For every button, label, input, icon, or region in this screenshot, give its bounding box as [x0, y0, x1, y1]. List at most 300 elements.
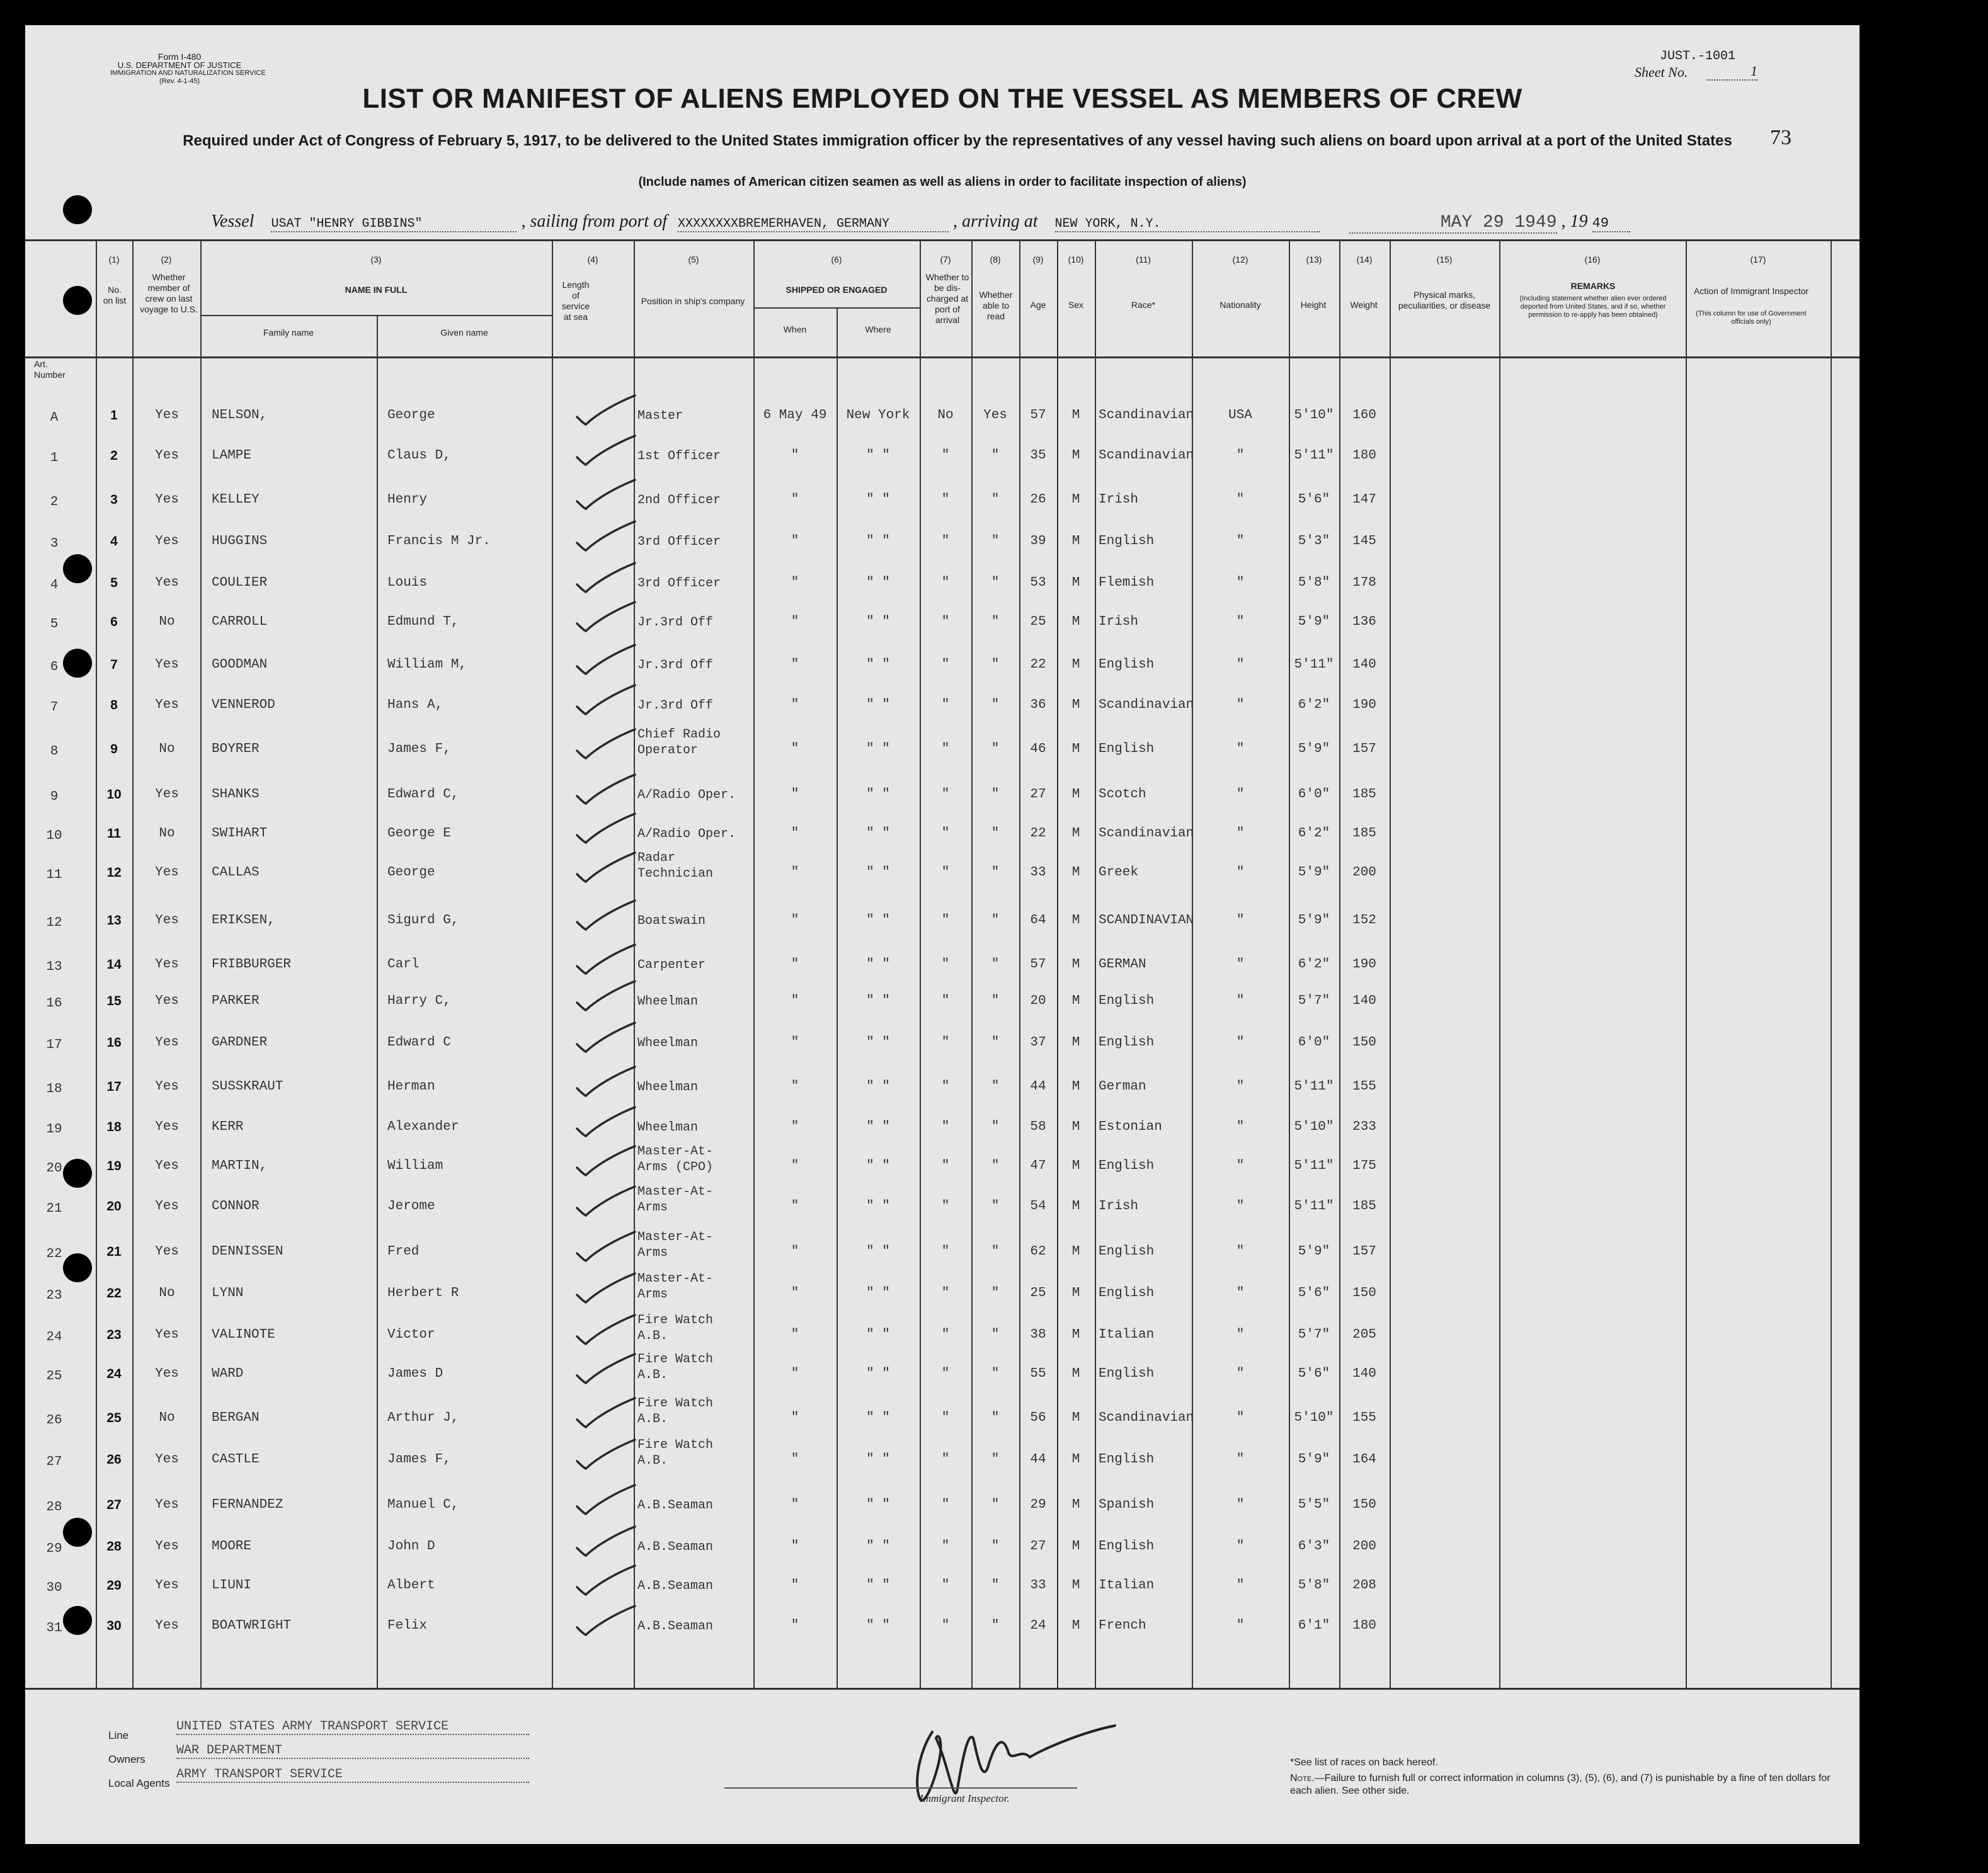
cell-shipped-where: " " — [866, 1079, 890, 1094]
cell-shipped-where: " " — [866, 787, 890, 802]
cell-height: 5'6" — [1298, 1286, 1330, 1301]
service-check-mark — [572, 681, 641, 719]
cell-art-number: 28 — [46, 1500, 62, 1515]
cell-position: Wheelman — [637, 1120, 699, 1135]
cell-weight: 140 — [1352, 1367, 1376, 1381]
cell-position: A/Radio Oper. — [637, 788, 736, 802]
cell-position: Fire Watch A.B. — [637, 1313, 714, 1343]
column-number: (16) — [1584, 254, 1601, 265]
cell-prev-voyage: Yes — [155, 913, 179, 928]
cell-family-name: MOORE — [212, 1539, 252, 1554]
cell-race: Irish — [1099, 492, 1139, 507]
cell-position: Master-At-Arms (CPO) — [637, 1144, 714, 1175]
cell-discharged: " — [941, 492, 950, 507]
cell-position: Jr.3rd Off — [637, 658, 714, 673]
cell-race: English — [1099, 742, 1155, 756]
cell-race: Spanish — [1099, 1498, 1155, 1512]
cell-race: Irish — [1099, 1199, 1139, 1214]
cell-sex: M — [1071, 957, 1080, 972]
cell-age: 44 — [1030, 1079, 1046, 1094]
cell-list-number: 2 — [110, 448, 118, 463]
header-inspector-note: (This column for use of Government officials only) — [1696, 310, 1807, 326]
footer-agents-label: Local Agents — [108, 1777, 170, 1789]
header-race: Race* — [1131, 300, 1156, 310]
races-note: *See list of races on back hereof. — [1290, 1757, 1438, 1768]
cell-list-number: 17 — [106, 1079, 122, 1094]
cell-list-number: 9 — [110, 742, 118, 756]
cell-discharged: " — [941, 615, 950, 629]
service-check-mark — [572, 849, 641, 887]
cell-sex: M — [1071, 1286, 1080, 1301]
cell-sex: M — [1071, 913, 1080, 928]
cell-age: 39 — [1030, 534, 1046, 549]
cell-race: Irish — [1099, 615, 1139, 629]
column-number: (9) — [1032, 254, 1044, 265]
cell-nationality: USA — [1228, 408, 1252, 423]
cell-discharged: " — [941, 534, 950, 549]
cell-able-to-read: " — [991, 492, 1000, 507]
cell-family-name: KELLEY — [212, 492, 260, 507]
column-number: (5) — [688, 254, 699, 265]
cell-shipped-when: " — [791, 698, 799, 712]
cell-sex: M — [1071, 1452, 1080, 1467]
cell-given-name: George — [387, 865, 435, 880]
cell-able-to-read: " — [991, 787, 1000, 802]
cell-shipped-where: " " — [866, 615, 890, 629]
inspector-label: Immigrant Inspector. — [920, 1792, 1010, 1804]
cell-prev-voyage: No — [159, 1286, 175, 1301]
cell-race: SCANDINAVIAN — [1099, 913, 1194, 928]
cell-discharged: " — [941, 787, 950, 802]
cell-age: 33 — [1030, 865, 1046, 880]
cell-given-name: Albert — [387, 1578, 435, 1593]
service-check-mark — [572, 518, 641, 555]
cell-list-number: 5 — [110, 576, 118, 590]
cell-nationality: " — [1236, 1498, 1245, 1512]
arriving-port: NEW YORK, N.Y. — [1055, 217, 1320, 232]
service-check-mark — [572, 1350, 641, 1388]
cell-nationality: " — [1236, 615, 1245, 629]
column-rule — [1095, 241, 1096, 1688]
cell-race: German — [1099, 1079, 1146, 1094]
cell-shipped-when: " — [791, 913, 799, 928]
cell-height: 5'9" — [1298, 865, 1330, 880]
cell-discharged: " — [941, 1244, 950, 1259]
column-number: (1) — [108, 254, 120, 265]
cell-shipped-where: " " — [866, 865, 890, 880]
cell-nationality: " — [1236, 1035, 1245, 1050]
column-number: (7) — [940, 254, 951, 265]
header-where: Where — [865, 324, 891, 334]
cell-given-name: Alexander — [387, 1120, 459, 1134]
cell-position: Boatswain — [637, 914, 706, 928]
cell-family-name: DENNISSEN — [212, 1244, 283, 1259]
cell-age: 38 — [1030, 1328, 1046, 1342]
page-subtitle: Required under Act of Congress of February 5, 1917, to be delivered to the United States immigration officer by the representatives of any vessel having such aliens on board upon arrival at a port of the United States — [183, 132, 1732, 149]
column-number: (3) — [370, 254, 382, 265]
cell-list-number: 14 — [106, 957, 122, 972]
cell-able-to-read: " — [991, 913, 1000, 928]
cell-age: 33 — [1030, 1578, 1046, 1593]
vessel-label: Vessel — [211, 212, 254, 231]
cell-age: 35 — [1030, 448, 1046, 463]
cell-prev-voyage: Yes — [155, 1199, 179, 1214]
cell-nationality: " — [1236, 1619, 1245, 1633]
cell-height: 5'10" — [1294, 408, 1334, 423]
cell-position: Master-At-Arms — [637, 1272, 714, 1302]
header-no-on-list: No. on list — [103, 285, 127, 305]
cell-race: GERMAN — [1099, 957, 1146, 972]
service-check-mark — [572, 1142, 641, 1180]
cell-able-to-read: " — [991, 615, 1000, 629]
cell-position: Carpenter — [637, 958, 706, 972]
cell-height: 5'9" — [1298, 913, 1330, 928]
cell-age: 57 — [1030, 957, 1046, 972]
cell-family-name: LAMPE — [212, 448, 252, 463]
cell-weight: 150 — [1352, 1498, 1376, 1512]
cell-age: 37 — [1030, 1035, 1046, 1050]
cell-nationality: " — [1236, 826, 1245, 841]
cell-discharged: " — [941, 448, 950, 463]
cell-race: Scandinavian — [1099, 1411, 1194, 1425]
cell-art-number: 26 — [46, 1413, 62, 1428]
cell-sex: M — [1071, 742, 1080, 756]
cell-race: Scandinavian — [1099, 408, 1194, 423]
cell-family-name: SWIHART — [212, 826, 268, 841]
cell-sex: M — [1071, 1244, 1080, 1259]
service-check-mark — [572, 1436, 641, 1474]
cell-art-number: 19 — [46, 1122, 62, 1137]
cell-sex: M — [1071, 1619, 1080, 1633]
cell-nationality: " — [1236, 1286, 1245, 1301]
cell-prev-voyage: Yes — [155, 1367, 179, 1381]
cell-weight: 150 — [1352, 1035, 1376, 1050]
cell-able-to-read: " — [991, 658, 1000, 672]
cell-list-number: 10 — [106, 787, 122, 802]
header-sex: Sex — [1068, 300, 1084, 310]
cell-prev-voyage: Yes — [155, 1159, 179, 1173]
cell-discharged: No — [937, 408, 954, 423]
cell-art-number: 31 — [46, 1621, 62, 1636]
cell-given-name: Henry — [387, 492, 428, 507]
cell-art-number: 30 — [46, 1581, 62, 1595]
cell-weight: 205 — [1352, 1328, 1376, 1342]
cell-list-number: 6 — [110, 615, 118, 629]
cell-race: English — [1099, 1539, 1155, 1554]
cell-height: 5'7" — [1298, 1328, 1330, 1342]
cell-art-number: 27 — [46, 1455, 62, 1469]
cell-discharged: " — [941, 658, 950, 672]
service-check-mark — [572, 1562, 641, 1600]
cell-list-number: 30 — [106, 1619, 122, 1633]
cell-weight: 200 — [1352, 865, 1376, 880]
cell-sex: M — [1071, 1578, 1080, 1593]
cell-shipped-when: " — [791, 1244, 799, 1259]
cell-race: English — [1099, 994, 1155, 1008]
cell-shipped-where: " " — [866, 1035, 890, 1050]
cell-able-to-read: " — [991, 576, 1000, 590]
cell-age: 20 — [1030, 994, 1046, 1008]
cell-shipped-where: " " — [866, 534, 890, 549]
cell-shipped-when: " — [791, 534, 799, 549]
cell-position: A.B.Seaman — [637, 1498, 714, 1513]
cell-age: 44 — [1030, 1452, 1046, 1467]
cell-family-name: FERNANDEZ — [212, 1498, 283, 1512]
cell-prev-voyage: No — [159, 615, 175, 629]
cell-list-number: 16 — [106, 1035, 122, 1050]
cell-nationality: " — [1236, 1199, 1245, 1214]
cell-prev-voyage: Yes — [155, 448, 179, 463]
cell-shipped-when: " — [791, 1286, 799, 1301]
cell-able-to-read: " — [991, 1199, 1000, 1214]
cell-shipped-where: " " — [866, 1286, 890, 1301]
cell-height: 5'6" — [1298, 492, 1330, 507]
service-check-mark — [572, 1602, 641, 1640]
cell-race: English — [1099, 1286, 1155, 1301]
cell-age: 53 — [1030, 576, 1046, 590]
cell-shipped-when: " — [791, 1619, 799, 1633]
cell-race: English — [1099, 534, 1155, 549]
cell-position: Wheelman — [637, 1036, 699, 1050]
cell-discharged: " — [941, 742, 950, 756]
page-note: (Include names of American citizen seamen as well as aliens in order to facilitate inspection of aliens) — [638, 175, 1247, 189]
cell-position: Wheelman — [637, 1080, 699, 1095]
header-when: When — [783, 324, 807, 334]
cell-given-name: Jerome — [387, 1199, 435, 1214]
cell-list-number: 13 — [106, 913, 122, 928]
cell-prev-voyage: Yes — [155, 957, 179, 972]
cell-height: 5'11" — [1294, 448, 1334, 463]
cell-sex: M — [1071, 1079, 1080, 1094]
cell-shipped-when: " — [791, 448, 799, 463]
cell-weight: 190 — [1352, 698, 1376, 712]
cell-given-name: Edmund T, — [387, 615, 459, 629]
header-length-of-service: Length of service at sea — [561, 280, 590, 322]
column-rule — [377, 315, 378, 1688]
cell-shipped-where: " " — [866, 1619, 890, 1633]
cell-shipped-when: " — [791, 1367, 799, 1381]
cell-height: 5'11" — [1294, 658, 1334, 672]
cell-position: 3rd Officer — [637, 535, 721, 549]
cell-shipped-when: " — [791, 1328, 799, 1342]
sailing-port: XXXXXXXXBREMERHAVEN, GERMANY — [678, 217, 949, 232]
cell-given-name: James D — [387, 1367, 443, 1381]
cell-weight: 185 — [1352, 1199, 1376, 1214]
cell-given-name: Louis — [387, 576, 428, 590]
cell-height: 5'11" — [1294, 1159, 1334, 1173]
service-check-mark — [572, 1481, 641, 1519]
cell-shipped-where: " " — [866, 1539, 890, 1554]
binder-hole — [63, 1518, 92, 1547]
cell-race: English — [1099, 658, 1155, 672]
cell-prev-voyage: Yes — [155, 994, 179, 1008]
cell-race: Italian — [1099, 1578, 1155, 1593]
cell-shipped-when: " — [791, 615, 799, 629]
cell-prev-voyage: Yes — [155, 576, 179, 590]
cell-nationality: " — [1236, 787, 1245, 802]
cell-race: English — [1099, 1367, 1155, 1381]
cell-sex: M — [1071, 448, 1080, 463]
header-discharged: Whether to be dis-charged at port of arrival — [925, 272, 969, 325]
header-weight: Weight — [1350, 300, 1378, 310]
cell-list-number: 18 — [106, 1120, 122, 1134]
cell-height: 6'2" — [1298, 957, 1330, 972]
column-number: (10) — [1068, 254, 1084, 265]
cell-able-to-read: " — [991, 1539, 1000, 1554]
vessel-line — [211, 212, 1630, 234]
cell-weight: 178 — [1352, 576, 1376, 590]
cell-sex: M — [1071, 826, 1080, 841]
page-title: LIST OR MANIFEST OF ALIENS EMPLOYED ON THE VESSEL AS MEMBERS OF CREW — [362, 83, 1522, 114]
header-physical-marks: Physical marks, peculiarities, or disease — [1398, 290, 1491, 310]
cell-art-number: A — [50, 411, 59, 425]
column-number: (6) — [831, 254, 842, 265]
service-check-mark — [572, 1311, 641, 1349]
form-service: IMMIGRATION AND NATURALIZATION SERVICE — [110, 69, 266, 77]
column-number: (13) — [1306, 254, 1322, 265]
cell-position: Master-At-Arms — [637, 1230, 714, 1260]
cell-weight: 145 — [1352, 534, 1376, 549]
service-check-mark — [572, 771, 641, 809]
cell-list-number: 20 — [106, 1199, 122, 1214]
column-rule — [753, 241, 755, 1688]
cell-sex: M — [1071, 1199, 1080, 1214]
cell-age: 62 — [1030, 1244, 1046, 1259]
column-rule — [1499, 241, 1500, 1688]
cell-shipped-where: " " — [866, 576, 890, 590]
cell-position: A.B.Seaman — [637, 1619, 714, 1634]
cell-sex: M — [1071, 1411, 1080, 1425]
cell-art-number: 5 — [50, 617, 59, 632]
header-nationality: Nationality — [1220, 300, 1261, 310]
header-able-to-read: Whether able to read — [979, 290, 1013, 321]
cell-family-name: VENNEROD — [212, 698, 275, 712]
cell-able-to-read: " — [991, 1498, 1000, 1512]
service-check-mark — [572, 598, 641, 636]
column-number: (4) — [587, 254, 598, 265]
footer-line-label: Line — [108, 1729, 129, 1741]
corner-number: 73 — [1770, 126, 1791, 149]
cell-shipped-when: " — [791, 787, 799, 802]
subheader-rule-3 — [200, 315, 552, 316]
cell-height: 5'8" — [1298, 576, 1330, 590]
cell-art-number: 18 — [46, 1082, 62, 1096]
cell-list-number: 11 — [106, 826, 122, 841]
header-height: Height — [1300, 300, 1327, 310]
cell-art-number: 10 — [46, 829, 62, 843]
cell-list-number: 29 — [106, 1578, 122, 1593]
cell-shipped-where: " " — [866, 1244, 890, 1259]
cell-able-to-read: " — [991, 1035, 1000, 1050]
cell-art-number: 1 — [50, 451, 59, 465]
cell-race: English — [1099, 1159, 1155, 1173]
column-rule — [1831, 241, 1832, 1688]
cell-age: 47 — [1030, 1159, 1046, 1173]
header-art-number: Art. Number — [34, 359, 66, 380]
cell-list-number: 21 — [106, 1244, 122, 1259]
service-check-mark — [572, 941, 641, 979]
table-bottom-rule — [25, 1688, 1859, 1690]
cell-art-number: 21 — [46, 1202, 62, 1216]
service-check-mark — [572, 1270, 641, 1307]
cell-list-number: 23 — [106, 1328, 122, 1342]
cell-height: 6'0" — [1298, 787, 1330, 802]
cell-height: 5'11" — [1294, 1079, 1334, 1094]
cell-weight: 208 — [1352, 1578, 1376, 1593]
header-family-name: Family name — [263, 327, 314, 338]
cell-race: English — [1099, 1452, 1155, 1467]
header-age: Age — [1030, 300, 1046, 310]
cell-art-number: 25 — [46, 1369, 62, 1384]
cell-shipped-where: " " — [866, 1498, 890, 1512]
cell-prev-voyage: Yes — [155, 408, 179, 423]
cell-height: 6'0" — [1298, 1035, 1330, 1050]
table-top-rule — [25, 239, 1859, 241]
cell-discharged: " — [941, 1411, 950, 1425]
date-stamp: MAY 29 1949 — [1349, 213, 1557, 234]
service-check-mark — [572, 1019, 641, 1057]
cell-nationality: " — [1236, 1244, 1245, 1259]
cell-age: 64 — [1030, 913, 1046, 928]
cell-shipped-when: " — [791, 1079, 799, 1094]
cell-height: 6'1" — [1298, 1619, 1330, 1633]
cell-prev-voyage: No — [159, 742, 175, 756]
binder-hole — [63, 1159, 92, 1188]
column-number: (8) — [990, 254, 1001, 265]
cell-shipped-when: 6 May 49 — [763, 408, 827, 423]
cell-given-name: Francis M Jr. — [387, 534, 491, 549]
cell-given-name: Fred — [387, 1244, 420, 1259]
cell-weight: 140 — [1352, 658, 1376, 672]
fine-note — [1290, 1772, 1832, 1797]
cell-nationality: " — [1236, 1328, 1245, 1342]
cell-able-to-read: " — [991, 1411, 1000, 1425]
binder-hole — [63, 649, 92, 678]
cell-nationality: " — [1236, 1411, 1245, 1425]
cell-discharged: " — [941, 957, 950, 972]
cell-nationality: " — [1236, 448, 1245, 463]
binder-hole — [63, 286, 92, 315]
cell-discharged: " — [941, 826, 950, 841]
cell-position: 3rd Officer — [637, 576, 721, 591]
header-position: Position in ship's company — [641, 296, 745, 306]
cell-sex: M — [1071, 492, 1080, 507]
sailing-label: , sailing from port of — [521, 212, 667, 231]
cell-height: 5'10" — [1294, 1120, 1334, 1134]
cell-family-name: BERGAN — [212, 1411, 260, 1425]
cell-list-number: 26 — [106, 1452, 122, 1467]
cell-art-number: 16 — [46, 996, 62, 1011]
cell-given-name: Victor — [387, 1328, 435, 1342]
cell-art-number: 22 — [46, 1247, 62, 1261]
cell-discharged: " — [941, 913, 950, 928]
cell-given-name: Sigurd G, — [387, 913, 459, 928]
cell-discharged: " — [941, 1328, 950, 1342]
cell-prev-voyage: Yes — [155, 1539, 179, 1554]
cell-nationality: " — [1236, 865, 1245, 880]
footer-owners-value: WAR DEPARTMENT — [176, 1743, 529, 1759]
cell-position: 1st Officer — [637, 449, 721, 464]
cell-given-name: Herman — [387, 1079, 435, 1094]
cell-family-name: BOYRER — [212, 742, 260, 756]
cell-position: Chief Radio Operator — [637, 727, 721, 758]
column-rule — [1686, 241, 1687, 1688]
cell-family-name: ERIKSEN, — [212, 913, 275, 928]
sheet-value: 1 — [1707, 63, 1757, 81]
cell-position: Jr.3rd Off — [637, 615, 714, 630]
cell-prev-voyage: Yes — [155, 492, 179, 507]
cell-shipped-when: " — [791, 1539, 799, 1554]
